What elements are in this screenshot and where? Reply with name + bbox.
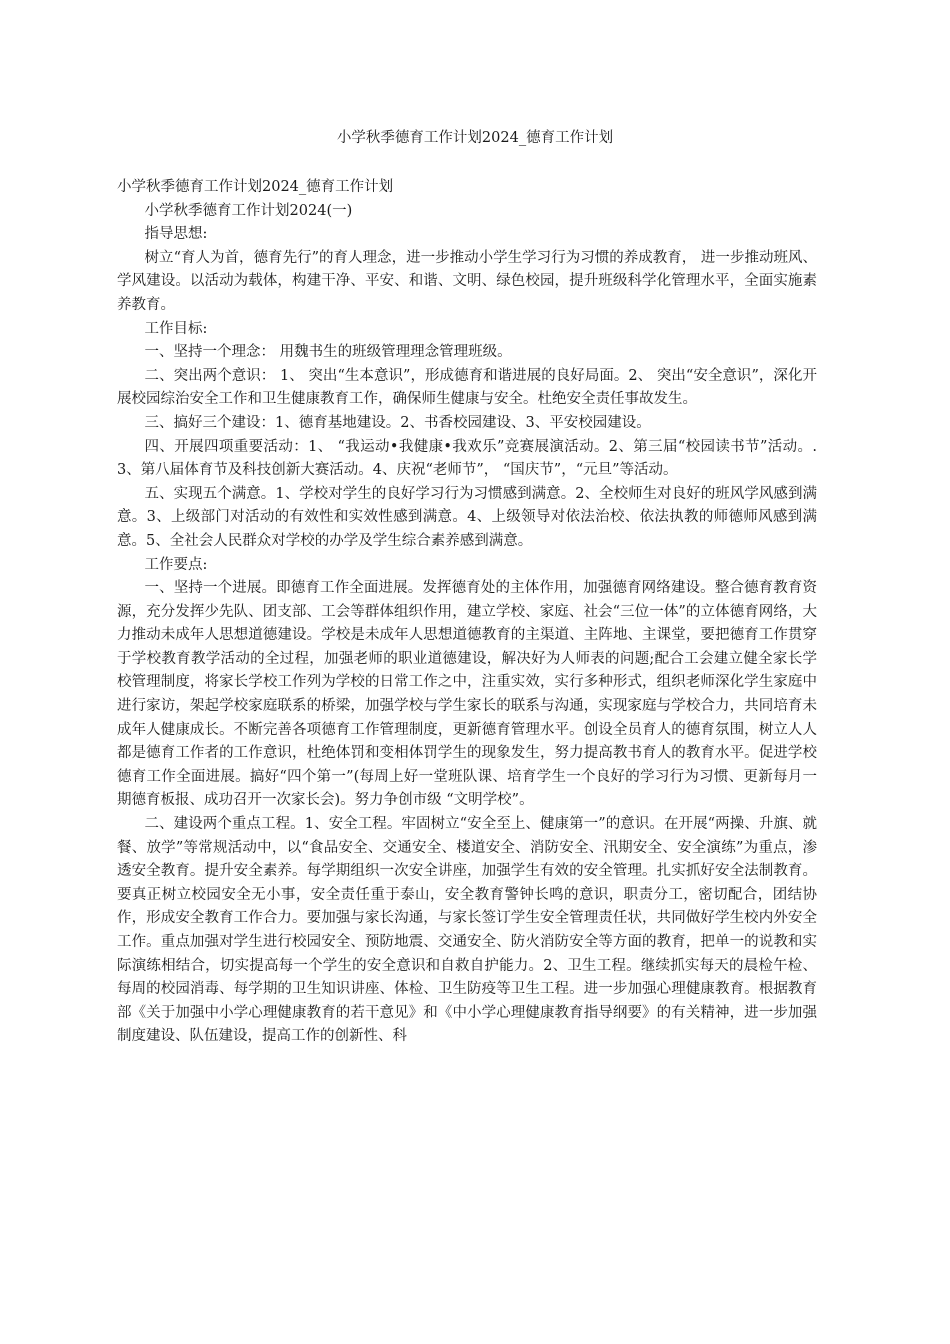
goal-item: 五、实现五个满意。1、学校对学生的良好学习行为习惯感到满意。2、全校师生对良好的班风学风感到满意。3、上级部门对活动的有效性和实效性感到满意。4、上级领导对依法治校、依法执教的师德师风感到满意。5、全社会人民群众对学校的办学及学生综合素养感到满意。	[117, 485, 817, 549]
goal-item: 四、开展四项重要活动：1、 “我运动•我健康•我欢乐”竞赛展演活动。2、第三届“校园读书节”活动。.3、第八届体育节及科技创新大赛活动。4、庆祝“老师节”， “国庆节”，“元旦”等活动。	[117, 438, 817, 479]
goal-item: 一、坚持一个理念： 用魏书生的班级管理理念管理班级。	[144, 344, 512, 361]
goal-item: 三、搞好三个建设：1、德育基地建设。2、书香校园建设、3、平安校园建设。	[144, 414, 651, 431]
goals-label: 工作目标:	[144, 320, 208, 337]
document-subtitle: 小学秋季德育工作计划2024_德育工作计划	[117, 179, 394, 195]
document-title: 小学秋季德育工作计划2024_德育工作计划	[336, 130, 614, 146]
point-paragraph: 一、坚持一个进展。即德育工作全面进展。发挥德育处的主体作用，加强德育网络建设。整合德育教育资源，充分发挥少先队、团支部、工会等群体组织作用，建立学校、家庭、社会“三位一体”的立体德育网络，大力推动未成年人思想道德建设。学校是未成年人思想道德教育的主渠道、主阵地、主课堂，要把德育工作贯穿于学校教育教学活动的全过程，加强老师的职业道德建设，解决好为人师表的问题;配合工会建立健全家长学校管理制度，将家长学校工作列为学校的日常工作之中，注重实效，实行多种形式，组织老师深化学生家庭中进行家访，架起学校家庭联系的桥梁，加强学校与学生家长的联系与沟通，实现家庭与学校合力，共同培育未成年人健康成长。不断完善各项德育工作管理制度，更新德育管理水平。创设全员育人的德育氛围，树立人人都是德育工作者的工作意识，杜绝体罚和变相体罚学生的现象发生，努力提高教书育人的教育水平。促进学校德育工作全面进展。搞好“四个第一”(每周上好一堂班队课、培育学生一个良好的学习行为习惯、更新每月一期德育板报、成功召开一次家长会)。努力争创市级 “文明学校”。	[117, 580, 817, 809]
plan-heading: 小学秋季德育工作计划2024(一)	[144, 202, 353, 219]
points-label: 工作要点:	[144, 556, 208, 573]
guiding-label: 指导思想:	[144, 226, 208, 243]
goal-item: 二、突出两个意识： 1、 突出“生本意识”，形成德育和谐进展的良好局面。2、 突出“安全意识”，深化开展校园综治安全工作和卫生健康教育工作，确保师生健康与安全。杜绝安全责任事故发生。	[117, 367, 817, 408]
guiding-paragraph: 树立“育人为首，德育先行”的育人理念，进一步推动小学生学习行为习惯的养成教育， 进一步推动班风、学风建设。以活动为载体，构建干净、平安、和谐、文明、绿色校园，提升班级科学化管理水平，全面实施素养教育。	[117, 249, 817, 313]
document-body	[117, 176, 817, 1049]
point-paragraph: 二、建设两个重点工程。1、安全工程。牢固树立“安全至上、健康第一”的意识。在开展“两操、升旗、就餐、放学”等常规活动中，以“食品安全、交通安全、楼道安全、消防安全、汛期安全、安全演练”为重点，渗透安全教育。提升安全素养。每学期组织一次安全讲座，加强学生有效的安全管理。扎实抓好安全法制教育。要真正树立校园安全无小事，安全责任重于泰山，安全教育警钟长鸣的意识，职责分工，密切配合，团结协作，形成安全教育工作合力。要加强与家长沟通，与家长签订学生安全管理责任状，共同做好学生校内外安全工作。重点加强对学生进行校园安全、预防地震、交通安全、防火消防安全等方面的教育，把单一的说教和实际演练相结合，切实提高每一个学生的安全意识和自救自护能力。2、卫生工程。继续抓实每天的晨检午检、每周的校园消毒、每学期的卫生知识讲座、体检、卫生防疫等卫生工程。进一步加强心理健康教育。根据教育部《关于加强中小学心理健康教育的若干意见》和《中小学心理健康教育指导纲要》的有关精神，进一步加强制度建设、队伍建设，提高工作的创新性、科	[117, 816, 817, 1045]
